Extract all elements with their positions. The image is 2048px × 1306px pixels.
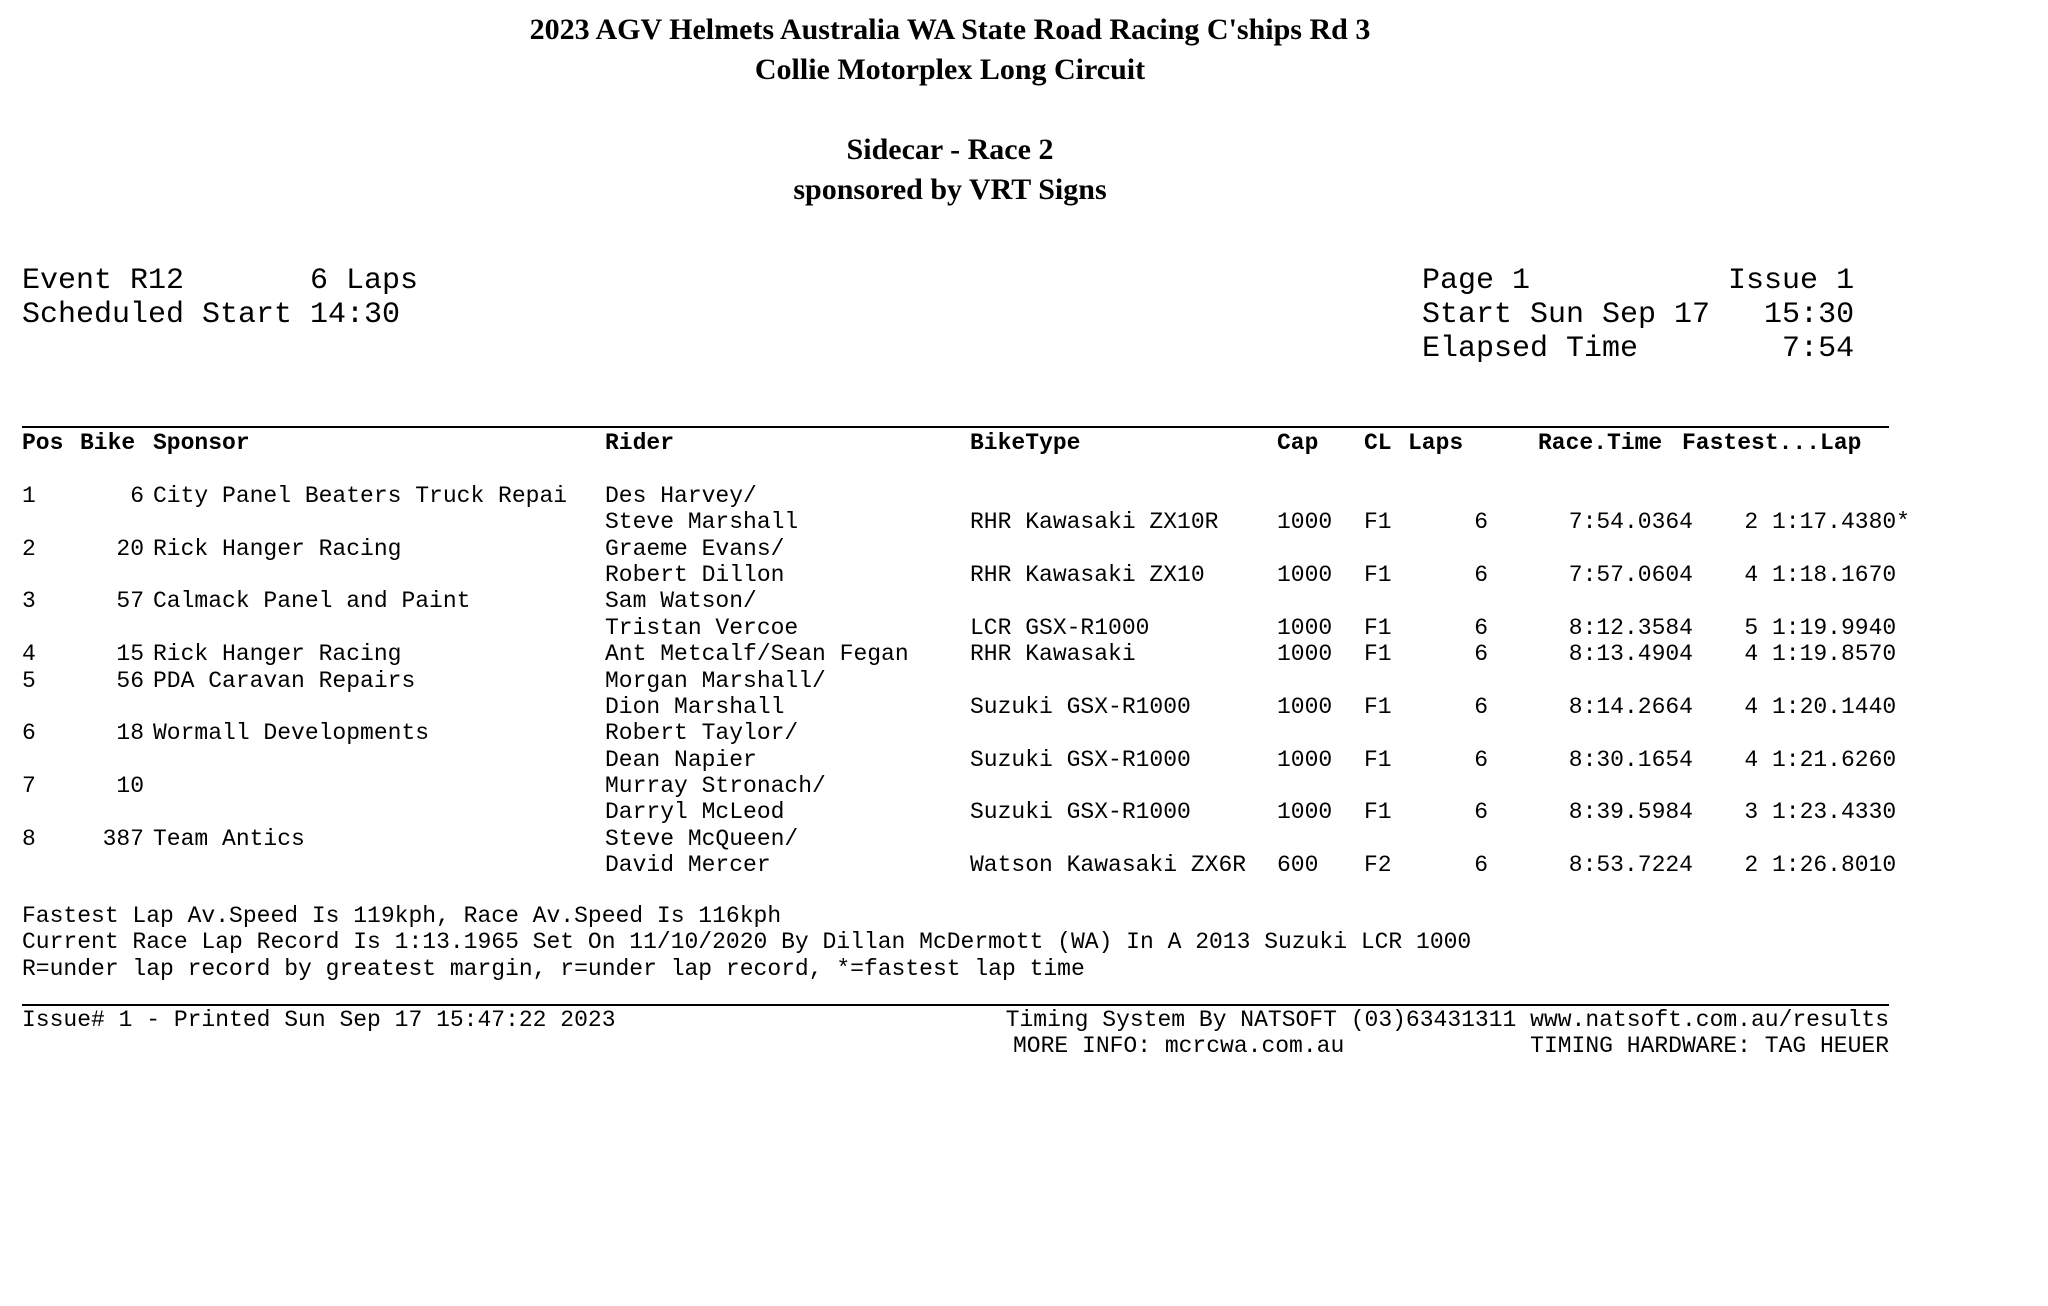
- class-cell: F1: [1364, 799, 1392, 826]
- fastest-lap-cell: 2 1:17.4380*: [1744, 509, 1910, 536]
- rider-cell: Des Harvey/: [605, 482, 757, 509]
- cap-cell: 1000: [1277, 799, 1333, 826]
- fastest-lap-cell: 4 1:19.8570: [1744, 641, 1910, 668]
- printed-info: Issue# 1 - Printed Sun Sep 17 15:47:22 2023: [22, 1007, 616, 1033]
- cap-cell: 1000: [1277, 561, 1333, 588]
- race-sponsor: sponsored by VRT Signs: [793, 173, 1107, 206]
- table-row-continuation: [22, 560, 1910, 588]
- header-pos: Pos: [22, 430, 64, 456]
- title-gap: [0, 90, 1900, 130]
- biketype-cell: Suzuki GSX-R1000: [970, 693, 1191, 720]
- table-row-continuation: [22, 692, 1910, 720]
- class-cell: F1: [1364, 693, 1392, 720]
- cap-cell: 1000: [1277, 614, 1333, 641]
- pos-cell: 5: [22, 667, 36, 694]
- passenger-cell: Steve Marshall: [605, 509, 799, 536]
- sponsor-cell: Wormall Developments: [153, 720, 430, 747]
- pos-cell: 7: [22, 773, 36, 800]
- race-time-cell: 8:30.1654: [1568, 746, 1693, 773]
- scheduled-start-line: Scheduled Start 14:30: [22, 298, 401, 332]
- championship-title: 2023 AGV Helmets Australia WA State Road Racing C'ships Rd 3: [529, 13, 1371, 46]
- biketype-cell: RHR Kawasaki ZX10R: [970, 509, 1219, 536]
- pos-cell: 4: [22, 641, 36, 668]
- fastest-lap-cell: 4 1:18.1670: [1744, 561, 1910, 588]
- biketype-cell: Watson Kawasaki ZX6R: [970, 852, 1247, 879]
- table-row-continuation: [22, 745, 1910, 773]
- passenger-cell: Dion Marshall: [605, 693, 785, 720]
- laps-cell: 6: [1474, 799, 1488, 826]
- race-time-cell: 8:13.4904: [1568, 641, 1693, 668]
- event-info-left: [22, 264, 418, 332]
- laps-cell: 6: [1474, 746, 1488, 773]
- passenger-cell: Robert Dillon: [605, 561, 785, 588]
- rider-cell: Robert Taylor/: [605, 720, 799, 747]
- rider-cell: Graeme Evans/: [605, 535, 785, 562]
- table-row-continuation: [22, 507, 1910, 536]
- class-cell: F1: [1364, 509, 1392, 536]
- cap-cell: 600: [1277, 852, 1319, 879]
- lap-record-note: Current Race Lap Record Is 1:13.1965 Set On 11/10/2020 By Dillan McDermott (WA) In A 2013 Suzuki LCR 1000: [22, 929, 1472, 956]
- bike-number-cell: 15: [116, 641, 144, 668]
- class-cell: F1: [1364, 614, 1392, 641]
- biketype-cell: RHR Kawasaki: [970, 641, 1136, 668]
- table-row: [22, 481, 1902, 507]
- circuit-name: Collie Motorplex Long Circuit: [754, 53, 1146, 86]
- cap-cell: 1000: [1277, 746, 1333, 773]
- cap-cell: 1000: [1277, 641, 1333, 668]
- results-table: [22, 428, 1910, 879]
- sponsor-cell: City Panel Beaters Truck Repai: [153, 482, 568, 509]
- footer-divider: [22, 1004, 1889, 1006]
- biketype-cell: LCR GSX-R1000: [970, 614, 1150, 641]
- start-line: Start Sun Sep 17 15:30: [1422, 298, 1855, 332]
- header-biketype: BikeType: [970, 430, 1081, 456]
- event-info-right: [1422, 264, 1854, 366]
- sponsor-cell: Rick Hanger Racing: [153, 535, 402, 562]
- bike-number-cell: 6: [130, 482, 144, 509]
- class-cell: F1: [1364, 746, 1392, 773]
- passenger-cell: Tristan Vercoe: [605, 614, 799, 641]
- race-time-cell: 7:54.0364: [1568, 509, 1693, 536]
- rider-cell: Sam Watson/: [605, 588, 757, 615]
- class-cell: F1: [1364, 641, 1392, 668]
- fastest-lap-cell: 4 1:20.1440: [1744, 693, 1910, 720]
- laps-cell: 6: [1474, 561, 1488, 588]
- laps-cell: 6: [1474, 509, 1488, 536]
- rider-cell: Murray Stronach/: [605, 773, 826, 800]
- report-header: [0, 10, 1900, 210]
- rider-cell: Steve McQueen/: [605, 825, 799, 852]
- race-time-cell: 7:57.0604: [1568, 561, 1693, 588]
- cap-cell: 1000: [1277, 509, 1333, 536]
- pos-cell: 3: [22, 588, 36, 615]
- header-sponsor: Sponsor: [153, 430, 250, 456]
- sponsor-cell: Calmack Panel and Paint: [153, 588, 471, 615]
- header-cap: Cap: [1277, 430, 1319, 456]
- header-laps: Laps: [1408, 430, 1464, 456]
- header-cl: CL: [1364, 430, 1392, 456]
- pos-cell: 1: [22, 482, 36, 509]
- more-info: MORE INFO: mcrcwa.com.au: [1013, 1033, 1345, 1059]
- table-row: [22, 718, 1902, 747]
- page-issue-line: Page 1 Issue 1: [1422, 264, 1855, 298]
- header-rider: Rider: [605, 430, 675, 456]
- race-notes: [22, 903, 1471, 982]
- sponsor-cell: Team Antics: [153, 825, 305, 852]
- header-race-time: Race.Time: [1538, 430, 1663, 456]
- table-row: [22, 639, 1910, 668]
- race-name: Sidecar - Race 2: [846, 133, 1054, 166]
- rider-cell: Morgan Marshall/: [605, 667, 826, 694]
- pos-cell: 6: [22, 720, 36, 747]
- passenger-cell: Dean Napier: [605, 746, 757, 773]
- biketype-cell: Suzuki GSX-R1000: [970, 746, 1191, 773]
- bike-number-cell: 20: [116, 535, 144, 562]
- header-fastest-lap: Fastest...Lap: [1682, 430, 1862, 456]
- table-row: [22, 586, 1902, 615]
- bike-number-cell: 56: [116, 667, 144, 694]
- elapsed-time-line: Elapsed Time 7:54: [1422, 332, 1855, 366]
- table-row: [22, 534, 1902, 560]
- biketype-cell: RHR Kawasaki ZX10: [970, 561, 1205, 588]
- laps-cell: 6: [1474, 852, 1488, 879]
- cap-cell: 1000: [1277, 693, 1333, 720]
- table-row-continuation: [22, 797, 1910, 826]
- passenger-cell: David Mercer: [605, 852, 771, 879]
- class-cell: F1: [1364, 561, 1392, 588]
- passenger-cell: Darryl McLeod: [605, 799, 785, 826]
- table-row: [22, 771, 1902, 800]
- table-row: [22, 666, 1902, 692]
- header-bike: Bike: [80, 430, 136, 456]
- bike-number-cell: 10: [116, 773, 144, 800]
- pos-cell: 2: [22, 535, 36, 562]
- fastest-lap-cell: 5 1:19.9940: [1744, 614, 1910, 641]
- pos-cell: 8: [22, 825, 36, 852]
- event-line: Event R12 6 Laps: [22, 264, 419, 298]
- race-time-cell: 8:53.7224: [1568, 852, 1693, 879]
- race-time-cell: 8:39.5984: [1568, 799, 1693, 826]
- bike-number-cell: 18: [116, 720, 144, 747]
- laps-cell: 6: [1474, 614, 1488, 641]
- bike-number-cell: 387: [102, 825, 144, 852]
- sponsor-cell: Rick Hanger Racing: [153, 641, 402, 668]
- table-header-row: [22, 428, 1902, 454]
- race-time-cell: 8:12.3584: [1568, 614, 1693, 641]
- header-spacer: [22, 454, 1902, 480]
- laps-cell: 6: [1474, 641, 1488, 668]
- table-row-continuation: [22, 850, 1910, 879]
- legend-note: R=under lap record by greatest margin, r=under lap record, *=fastest lap time: [22, 955, 1085, 982]
- laps-cell: 6: [1474, 693, 1488, 720]
- results-rows: [22, 481, 1910, 879]
- fastest-lap-cell: 2 1:26.8010: [1744, 852, 1910, 879]
- bike-number-cell: 57: [116, 588, 144, 615]
- speed-note: Fastest Lap Av.Speed Is 119kph, Race Av.Speed Is 116kph: [22, 903, 782, 929]
- rider-cell: Ant Metcalf/Sean Fegan: [605, 641, 909, 668]
- fastest-lap-cell: 3 1:23.4330: [1744, 799, 1910, 826]
- fastest-lap-cell: 4 1:21.6260: [1744, 746, 1910, 773]
- timing-hardware-info: TIMING HARDWARE: TAG HEUER: [1530, 1033, 1889, 1059]
- biketype-cell: Suzuki GSX-R1000: [970, 799, 1191, 826]
- table-row: [22, 824, 1902, 850]
- sponsor-cell: PDA Caravan Repairs: [153, 667, 416, 694]
- race-time-cell: 8:14.2664: [1568, 693, 1693, 720]
- class-cell: F2: [1364, 852, 1392, 879]
- timing-system-info: Timing System By NATSOFT (03)63431311 www.natsoft.com.au/results: [1005, 1007, 1889, 1033]
- table-row-continuation: [22, 613, 1910, 641]
